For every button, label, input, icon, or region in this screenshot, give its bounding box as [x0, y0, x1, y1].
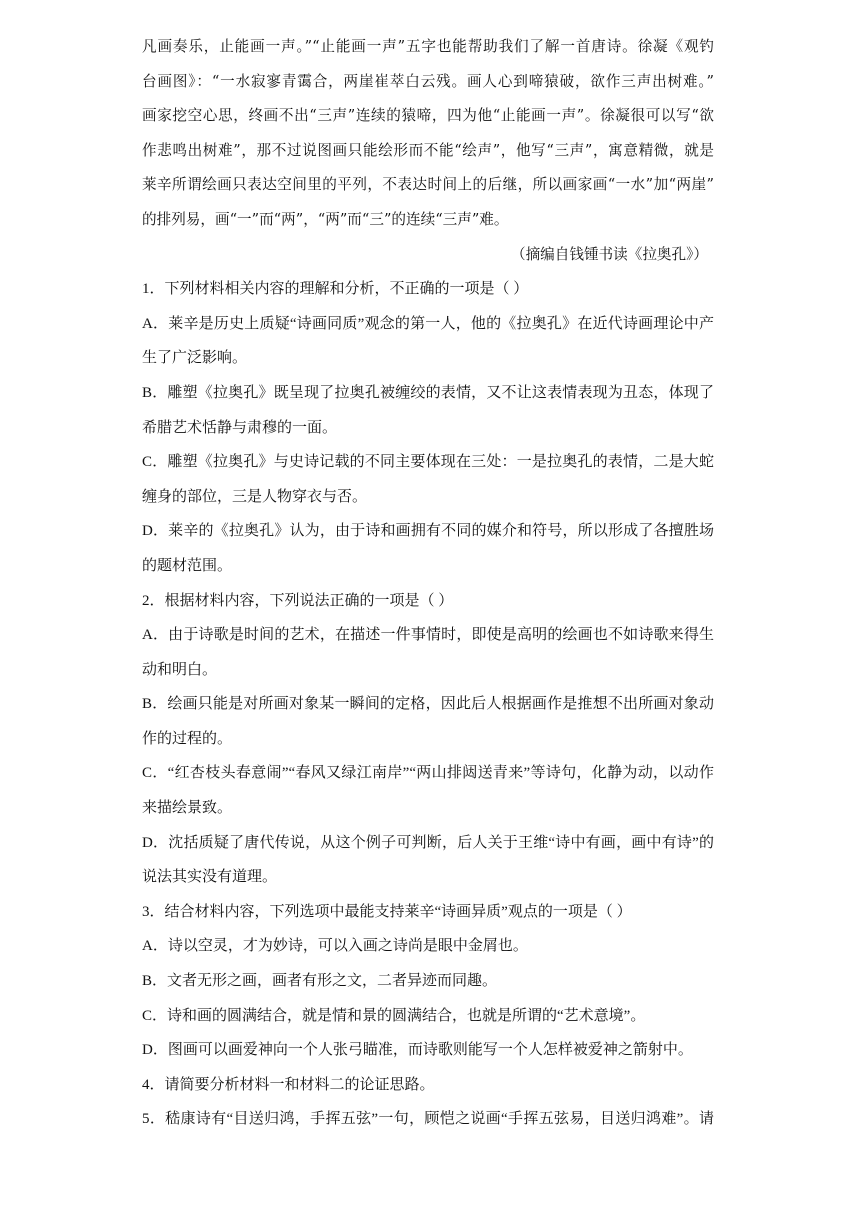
passage-line: 作悲鸣出树难”，那不过说图画只能绘形而不能“绘声”，他写“三声”，寓意精微，就是	[142, 141, 714, 159]
passage-source: （摘编自钱锺书读《拉奥孔》）	[510, 245, 708, 263]
option-text: 缠身的部位，三是人物穿衣与否。	[142, 488, 368, 505]
option-text: 来描绘景致。	[142, 800, 233, 817]
question-4	[142, 1068, 714, 1103]
passage-line: 莱辛所谓绘画只表达空间里的平列，不表达时间上的后继，所以画家画“一水”加“两崖”	[142, 176, 714, 194]
option-text: 希腊艺术恬静与肃穆的一面。	[142, 419, 338, 436]
question-stem: 2．根据材料内容，下列说法正确的一项是（ ）	[142, 592, 454, 609]
option-c[interactable]	[142, 445, 714, 514]
option-d[interactable]	[142, 826, 714, 895]
question-stem: 4．请简要分析材料一和材料二的论证思路。	[142, 1076, 435, 1093]
material-passage	[142, 30, 714, 272]
option-text: D．莱辛的《拉奥孔》认为，由于诗和画拥有不同的媒介和符号，所以形成了各擅胜场	[142, 523, 714, 540]
option-d[interactable]	[142, 514, 714, 583]
option-d[interactable]: D．图画可以画爱神向一个人张弓瞄准，而诗歌则能写一个人怎样被爱神之箭射中。	[142, 1042, 693, 1059]
option-text: 动和明白。	[142, 661, 218, 678]
option-text: 说法其实没有道理。	[142, 869, 278, 886]
option-a[interactable]	[142, 618, 714, 687]
option-a[interactable]: A．诗以空灵，才为妙诗，可以入画之诗尚是眼中金屑也。	[142, 938, 528, 955]
option-text: A．莱辛是历史上质疑“诗画同质”观念的第一人，他的《拉奥孔》在近代诗画理论中产	[142, 315, 714, 332]
option-b[interactable]	[142, 376, 714, 445]
option-text: C．“红杏枝头春意闹”“春风又绿江南岸”“两山排闼送青来”等诗句，化静为动，以动作	[142, 765, 714, 782]
option-c[interactable]	[142, 756, 714, 825]
option-text: C．雕塑《拉奥孔》与史诗记载的不同主要体现在三处：一是拉奥孔的表情，二是大蛇	[142, 454, 714, 471]
option-b[interactable]	[142, 687, 714, 756]
option-text: D．沈括质疑了唐代传说，从这个例子可判断，后人关于王维“诗中有画，画中有诗”的	[142, 834, 714, 851]
option-text: 生了广泛影响。	[142, 350, 248, 367]
document-body	[142, 30, 714, 1137]
question-3	[142, 895, 714, 1068]
option-text: A．由于诗歌是时间的艺术，在描述一件事情时，即使是高明的绘画也不如诗歌来得生	[142, 627, 714, 644]
question-2	[142, 584, 714, 895]
passage-line: 台画图》：“一水寂寥青霭合，两崖崔萃白云残。画人心到啼猿破，欲作三声出树难。”	[142, 72, 714, 90]
question-1	[142, 272, 714, 583]
passage-line: 的排列易，画“一”而“两”，“两”而“三”的连续“三声”难。	[142, 210, 509, 228]
option-text: 的题材范围。	[142, 557, 233, 574]
passage-line: 凡画奏乐，止能画一声。”“止能画一声”五字也能帮助我们了解一首唐诗。徐凝《观钓	[142, 38, 714, 55]
option-b[interactable]: B．文者无形之画，画者有形之文，二者异迹而同趣。	[142, 973, 498, 990]
option-a[interactable]	[142, 307, 714, 376]
question-stem: 1．下列材料相关内容的理解和分析，不正确的一项是（ ）	[142, 281, 529, 298]
question-stem: 3．结合材料内容，下列选项中最能支持莱辛“诗画异质”观点的一项是（ ）	[142, 903, 632, 920]
option-text: B．绘画只能是对所画对象某一瞬间的定格，因此后人根据画作是推想不出所画对象动	[142, 696, 714, 713]
option-text: 作的过程的。	[142, 730, 233, 747]
option-text: B．雕塑《拉奥孔》既呈现了拉奥孔被缠绞的表情，又不让这表情表现为丑态，体现了	[142, 384, 714, 401]
question-stem: 5．嵇康诗有“目送归鸿，手挥五弦”一句，顾恺之说画“手挥五弦易，目送归鸿难”。请	[142, 1111, 714, 1128]
passage-line: 画家挖空心思，终画不出“三声”连续的猿啼，四为他“止能画一声”。徐凝很可以写“欲	[142, 107, 714, 125]
option-c[interactable]: C．诗和画的圆满结合，就是情和景的圆满结合，也就是所谓的“艺术意境”。	[142, 1007, 646, 1024]
question-5	[142, 1102, 714, 1137]
